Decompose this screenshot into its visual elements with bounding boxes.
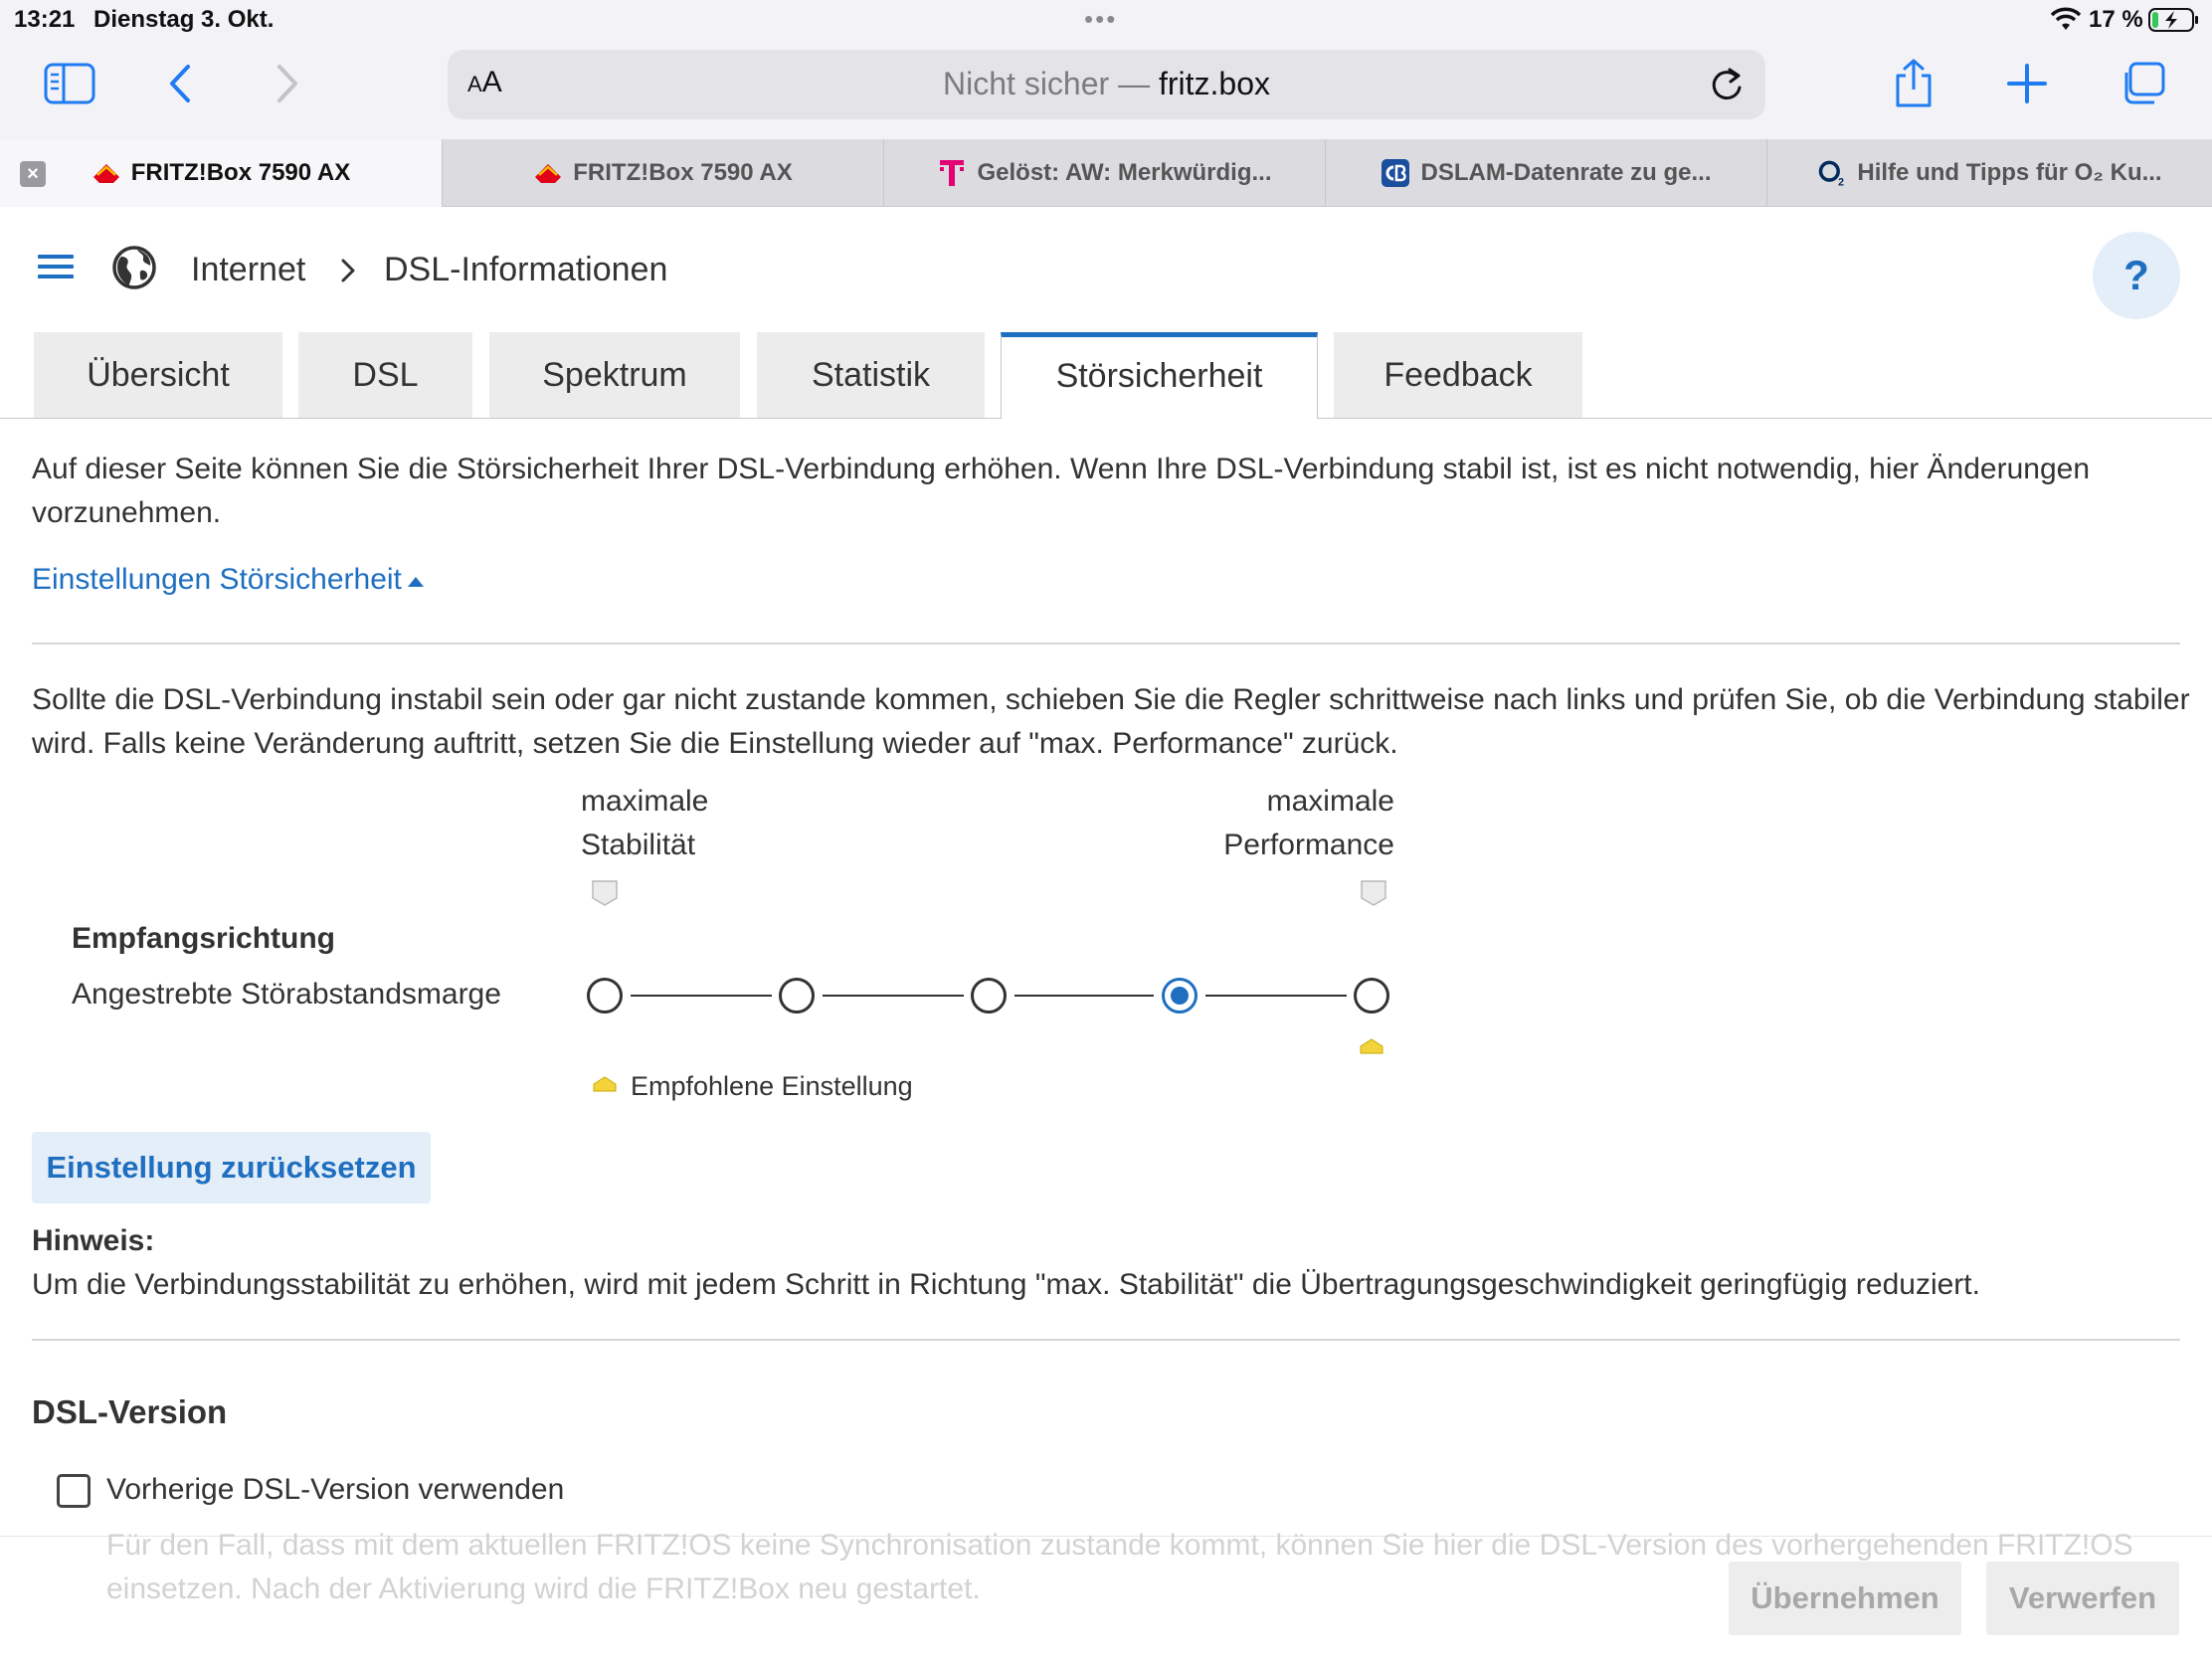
margin-step-5-radio[interactable] bbox=[1354, 978, 1389, 1014]
slider-track-segment bbox=[1205, 995, 1347, 997]
reader-options-button[interactable]: AA bbox=[467, 66, 502, 98]
back-icon[interactable] bbox=[151, 58, 211, 109]
status-time: 13:21 bbox=[14, 6, 76, 33]
help-button[interactable]: ? bbox=[2093, 232, 2180, 319]
telekom-icon bbox=[937, 158, 967, 188]
tab-statistik[interactable]: Statistik bbox=[757, 332, 985, 418]
svg-text:2: 2 bbox=[1838, 176, 1845, 189]
margin-step-3-radio[interactable] bbox=[971, 978, 1007, 1014]
max-stability-label-line2: Stabilität bbox=[581, 829, 696, 861]
tab-uebersicht[interactable]: Übersicht bbox=[34, 332, 282, 418]
dsl-version-description-line1: Für den Fall, dass mit dem aktuellen FRITZ!OS keine Synchronisation zustande kommt, können Sie hier die DSL-Version des vorhergehenden FRITZ!OS bbox=[106, 1529, 2133, 1562]
reset-setting-button[interactable]: Einstellung zurücksetzen bbox=[32, 1132, 431, 1203]
discard-button[interactable]: Verwerfen bbox=[1986, 1562, 2179, 1635]
recommended-marker-icon bbox=[1360, 1038, 1383, 1054]
max-performance-label-line2: Performance bbox=[1223, 829, 1394, 861]
chevron-right-icon bbox=[338, 257, 358, 284]
browser-tab-label: Gelöst: AW: Merkwürdig... bbox=[977, 159, 1272, 186]
tab-feedback[interactable]: Feedback bbox=[1334, 332, 1582, 418]
recommended-legend-icon bbox=[593, 1076, 617, 1092]
close-tab-icon[interactable]: × bbox=[20, 161, 46, 187]
battery-charging-icon bbox=[2148, 8, 2200, 32]
browser-tab-fritzbox-active[interactable] bbox=[0, 139, 442, 207]
forward-icon[interactable] bbox=[257, 58, 316, 109]
margin-step-4-radio[interactable] bbox=[1162, 978, 1198, 1014]
status-date: Dienstag 3. Okt. bbox=[93, 6, 275, 33]
browser-tab-o2[interactable] bbox=[1766, 139, 2212, 207]
globe-icon bbox=[111, 245, 157, 290]
browser-tab-bar bbox=[0, 139, 2212, 207]
hint-text: Um die Verbindungsstabilität zu erhöhen, wird mit jedem Schritt in Richtung "max. Stabilität" die Übertragungsgeschwindigkeit geringfügig reduziert. bbox=[32, 1268, 1980, 1301]
reload-icon[interactable] bbox=[1706, 64, 1748, 105]
url-text: Nicht sicher — fritz.box bbox=[943, 66, 1270, 101]
fritz-icon bbox=[533, 158, 563, 188]
divider bbox=[32, 643, 2180, 645]
divider bbox=[32, 1339, 2180, 1341]
o2-icon bbox=[1817, 158, 1847, 188]
stability-end-marker-icon bbox=[592, 880, 618, 906]
empfangsrichtung-heading: Empfangsrichtung bbox=[72, 922, 336, 955]
fritz-icon bbox=[92, 158, 121, 188]
tab-stoersicherheit[interactable]: Störsicherheit bbox=[1001, 332, 1318, 419]
browser-tab-label: FRITZ!Box 7590 AX bbox=[573, 159, 793, 186]
breadcrumb-dsl-informationen: DSL-Informationen bbox=[384, 251, 668, 288]
settings-toggle-link[interactable]: Einstellungen Störsicherheit bbox=[32, 563, 426, 597]
status-bar bbox=[0, 0, 2212, 40]
tab-dsl[interactable]: DSL bbox=[298, 332, 472, 418]
address-bar[interactable] bbox=[448, 50, 1765, 119]
performance-end-marker-icon bbox=[1361, 880, 1386, 906]
browser-tab-telekom[interactable] bbox=[883, 139, 1325, 207]
browser-toolbar bbox=[0, 40, 2212, 139]
tab-overview-icon[interactable] bbox=[2113, 58, 2172, 109]
previous-dsl-version-label[interactable]: Vorherige DSL-Version verwenden bbox=[106, 1473, 565, 1506]
max-stability-label-line1: maximale bbox=[581, 785, 709, 818]
triangle-up-icon bbox=[406, 573, 426, 589]
apply-button[interactable]: Übernehmen bbox=[1729, 1562, 1961, 1635]
recommended-legend-text: Empfohlene Einstellung bbox=[631, 1071, 913, 1101]
browser-tab-fritzbox[interactable] bbox=[442, 139, 883, 207]
battery-percent: 17 % bbox=[2089, 6, 2143, 33]
instructions-text: Sollte die DSL-Verbindung instabil sein oder gar nicht zustande kommen, schieben Sie die Regler schrittweise nach links und prüfen Sie, ob die Verbindung stabiler wird. Falls keine Veränderung auftritt, setzen Sie die Einstellung wieder auf "max. Performance" zurück. bbox=[32, 683, 2190, 760]
wifi-icon bbox=[2051, 6, 2081, 32]
new-tab-icon[interactable] bbox=[1997, 58, 2057, 109]
intro-text: Auf dieser Seite können Sie die Störsicherheit Ihrer DSL-Verbindung erhöhen. Wenn Ihre DSL-Verbindung stabil ist, ist es nicht notwendig, hier Änderungen vorzunehmen. bbox=[32, 453, 2091, 529]
margin-step-2-radio[interactable] bbox=[779, 978, 815, 1014]
margin-step-1-radio[interactable] bbox=[587, 978, 623, 1014]
active-tab-gap bbox=[1002, 417, 1317, 420]
hint-title: Hinweis: bbox=[32, 1224, 155, 1257]
slider-track-segment bbox=[823, 995, 964, 997]
dsl-version-heading: DSL-Version bbox=[32, 1393, 228, 1430]
previous-dsl-version-checkbox[interactable] bbox=[57, 1474, 91, 1508]
browser-tab-computerbase[interactable] bbox=[1325, 139, 1766, 207]
browser-tab-label: Hilfe und Tipps für O₂ Ku... bbox=[1857, 159, 2162, 186]
multitasking-dots-icon[interactable]: ••• bbox=[1084, 4, 1118, 34]
breadcrumb-internet[interactable]: Internet bbox=[191, 251, 306, 288]
dsl-version-description-line2: einsetzen. Nach der Aktivierung wird die FRITZ!Box neu gestartet. bbox=[106, 1572, 981, 1605]
slider-track-segment bbox=[1014, 995, 1154, 997]
stoerabstandsmarge-label: Angestrebte Störabstandsmarge bbox=[72, 978, 501, 1011]
sidebar-toggle-icon[interactable] bbox=[40, 58, 99, 109]
menu-icon[interactable] bbox=[36, 251, 76, 282]
slider-track-segment bbox=[631, 995, 772, 997]
max-performance-label-line1: maximale bbox=[1266, 785, 1394, 818]
browser-tab-label: FRITZ!Box 7590 AX bbox=[130, 159, 351, 186]
tab-spektrum[interactable]: Spektrum bbox=[489, 332, 740, 418]
browser-tab-label: DSLAM-Datenrate zu ge... bbox=[1420, 159, 1712, 186]
computerbase-icon bbox=[1381, 158, 1410, 188]
share-icon[interactable] bbox=[1884, 58, 1943, 109]
